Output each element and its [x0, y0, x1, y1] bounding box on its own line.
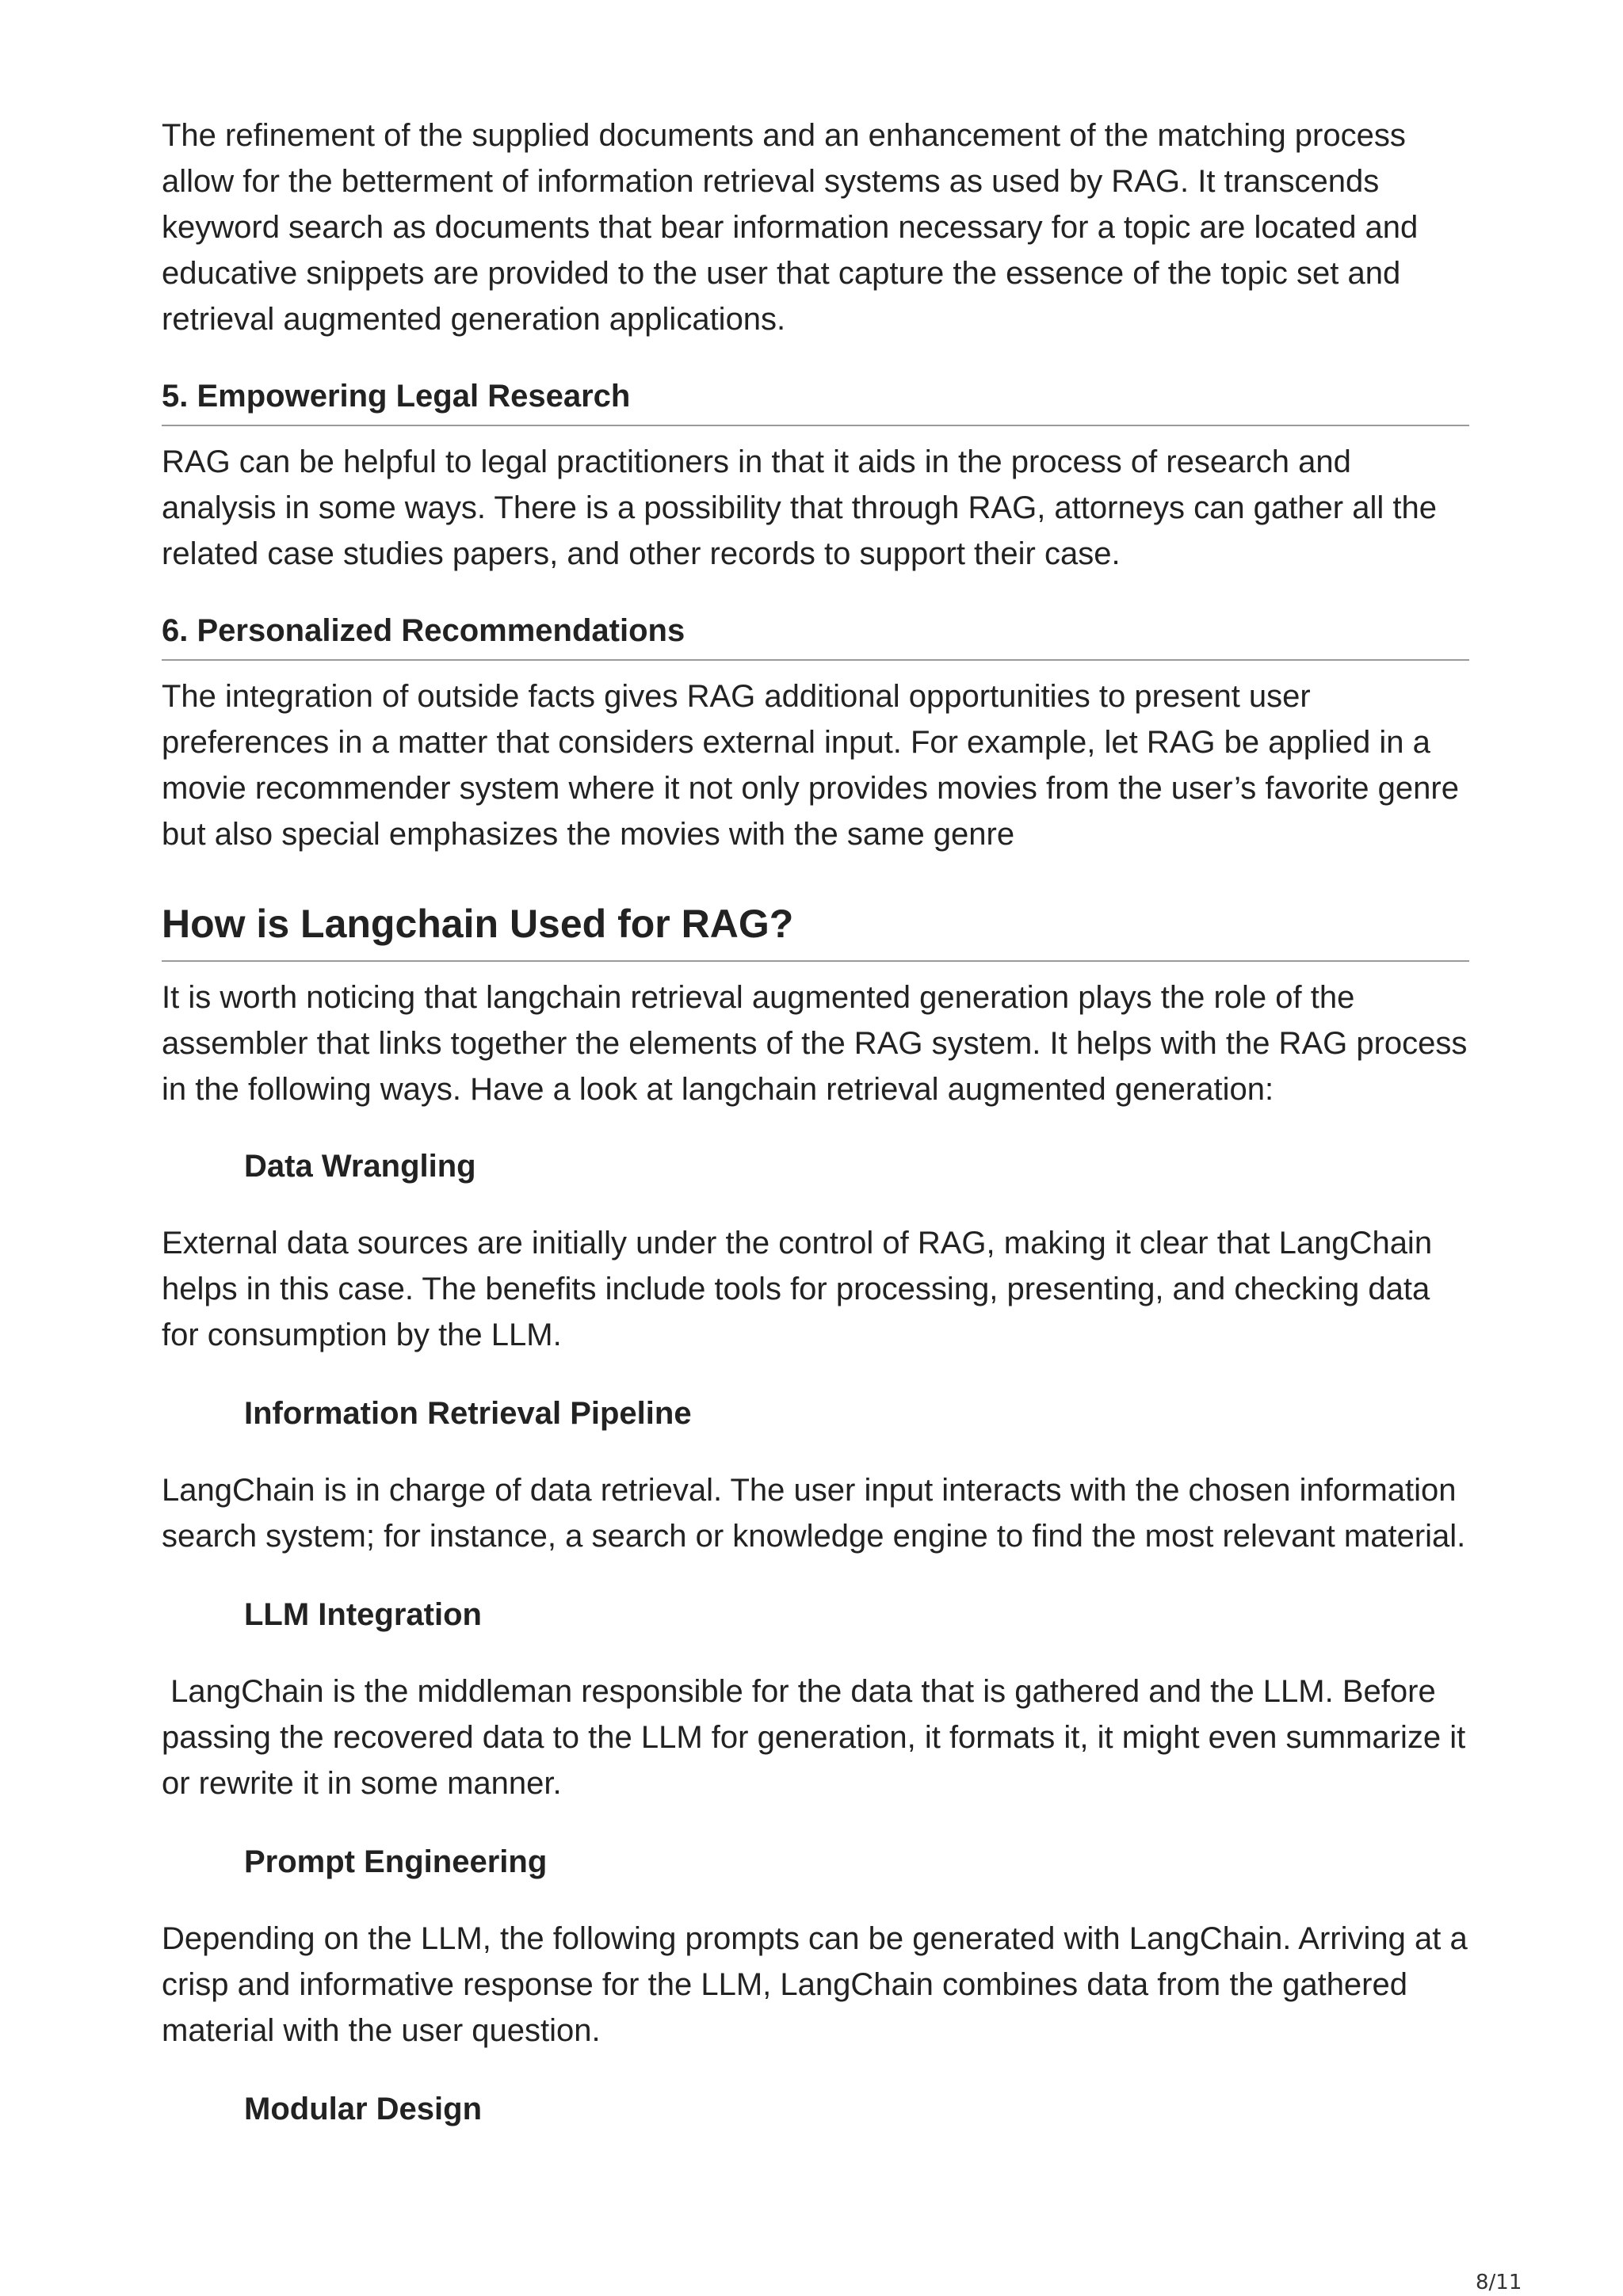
item-body-data-wrangling: External data sources are initially under the control of RAG, making it clear that LangChain helps in this case. The benefits include tools for processing, presenting, and checking data for consumption by the LLM. — [162, 1226, 1433, 1352]
page-number: 8/11 — [1476, 2271, 1522, 2294]
langchain-intro-paragraph: It is worth noticing that langchain retrieval augmented generation plays the role of the assembler that links together the elements of the RAG system. It helps with the RAG process in the following ways. Have a look at langchain retrieval augmented generation: — [162, 980, 1468, 1107]
section-heading-langchain: How is Langchain Used for RAG? — [162, 898, 1469, 962]
section-body-personalized-recommendations: The integration of outside facts gives RAG additional opportunities to present user preferences in a matter that considers external input. For example, let RAG be applied in a movie recommender system where it not only provides movies from the user’s favorite genre but also special emphasizes the movies with the same genre — [162, 679, 1459, 852]
item-heading-modular-design: Modular Design — [244, 2092, 483, 2126]
item-body-llm-integration: LangChain is the middleman responsible for the data that is gathered and the LLM. Before passing the recovered data to the LLM for generation, it formats it, it might even summarize it or rewrite it in some manner. — [162, 1674, 1475, 1801]
item-heading-information-retrieval-pipeline: Information Retrieval Pipeline — [244, 1396, 692, 1431]
item-heading-prompt-engineering: Prompt Engineering — [244, 1844, 548, 1879]
item-heading-llm-integration: LLM Integration — [244, 1597, 482, 1632]
item-body-information-retrieval-pipeline: LangChain is in charge of data retrieval. The user input interacts with the chosen information search system; for instance, a search or knowledge engine to find the most relevant material. — [162, 1473, 1466, 1554]
section-heading-legal-research: 5. Empowering Legal Research — [162, 376, 1469, 426]
section-body-legal-research: RAG can be helpful to legal practitioners in that it aids in the process of research and analysis in some ways. There is a possibility that through RAG, attorneys can gather all the related case studies papers, and other records to support their case. — [162, 444, 1437, 571]
item-body-prompt-engineering: Depending on the LLM, the following prompts can be generated with LangChain. Arriving at a crisp and informative response for the LLM, LangChain combines data from the gathered material with the user question. — [162, 1921, 1468, 2048]
section-heading-personalized-recommendations: 6. Personalized Recommendations — [162, 610, 1469, 661]
page-content — [162, 113, 1475, 2130]
item-heading-data-wrangling: Data Wrangling — [244, 1149, 476, 1184]
intro-paragraph: The refinement of the supplied documents and an enhancement of the matching process allow for the betterment of information retrieval systems as used by RAG. It transcends keyword search as documents that bear information necessary for a topic are located and educative snippets are provided to the user that capture the essence of the topic set and retrieval augmented generation applications. — [162, 118, 1419, 337]
